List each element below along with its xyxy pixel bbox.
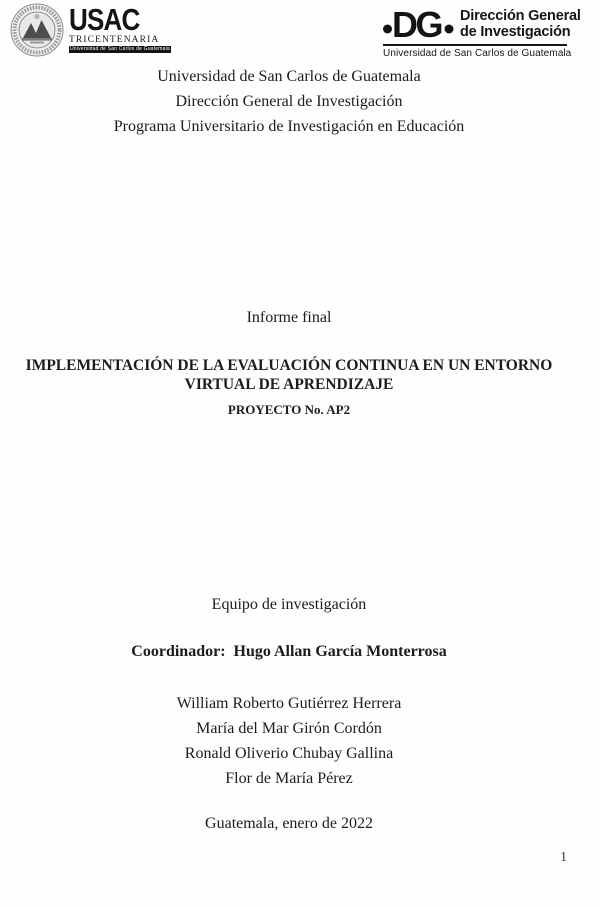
team-members [0,691,578,791]
team-heading: Equipo de investigación [211,596,367,613]
team-member: Ronald Oliverio Chubay Gallina [184,745,394,762]
usac-logo-text [69,3,171,53]
directorate-name: Dirección General de Investigación [175,93,403,110]
usac-tricentenaria: TRICENTENARIA [69,35,160,45]
report-title: IMPLEMENTACIÓN DE LA EVALUACIÓN CONTINUA EN UN ENTORNO VIRTUAL DE APRENDIZAJE [25,357,553,393]
dgi-logo [383,7,581,59]
dgi-mark-icon [383,7,455,41]
team-member: Flor de María Pérez [225,770,353,787]
team-member: William Roberto Gutiérrez Herrera [176,695,402,712]
program-name: Programa Universitario de Investigación en Educación [113,118,465,135]
usac-subtitle: Universidad de San Carlos de Guatemala [70,46,170,52]
institution-header [0,64,578,139]
project-number: PROYECTO No. AP2 [227,402,351,417]
usac-logo [10,3,171,57]
usac-acronym: USAC [69,2,140,37]
dgi-logo-top [383,7,581,41]
report-label: Informe final [246,309,332,326]
coordinator-line: Coordinador: Hugo Allan García Monterrosa [131,643,447,660]
dgi-title-line2: de Investigación [460,24,571,40]
dgi-title [460,8,581,40]
dgi-divider [383,44,567,46]
page-number: 1 [560,849,567,864]
institution-name: Universidad de San Carlos de Guatemala [157,68,421,85]
svg-text:DG: DG [392,7,441,41]
usac-seal-icon [10,3,64,57]
dgi-subtitle: Universidad de San Carlos de Guatemala [383,48,572,59]
dgi-title-line1: Dirección General [460,8,581,24]
team-member: María del Mar Girón Cordón [196,720,382,737]
place-date: Guatemala, enero de 2022 [205,815,373,832]
